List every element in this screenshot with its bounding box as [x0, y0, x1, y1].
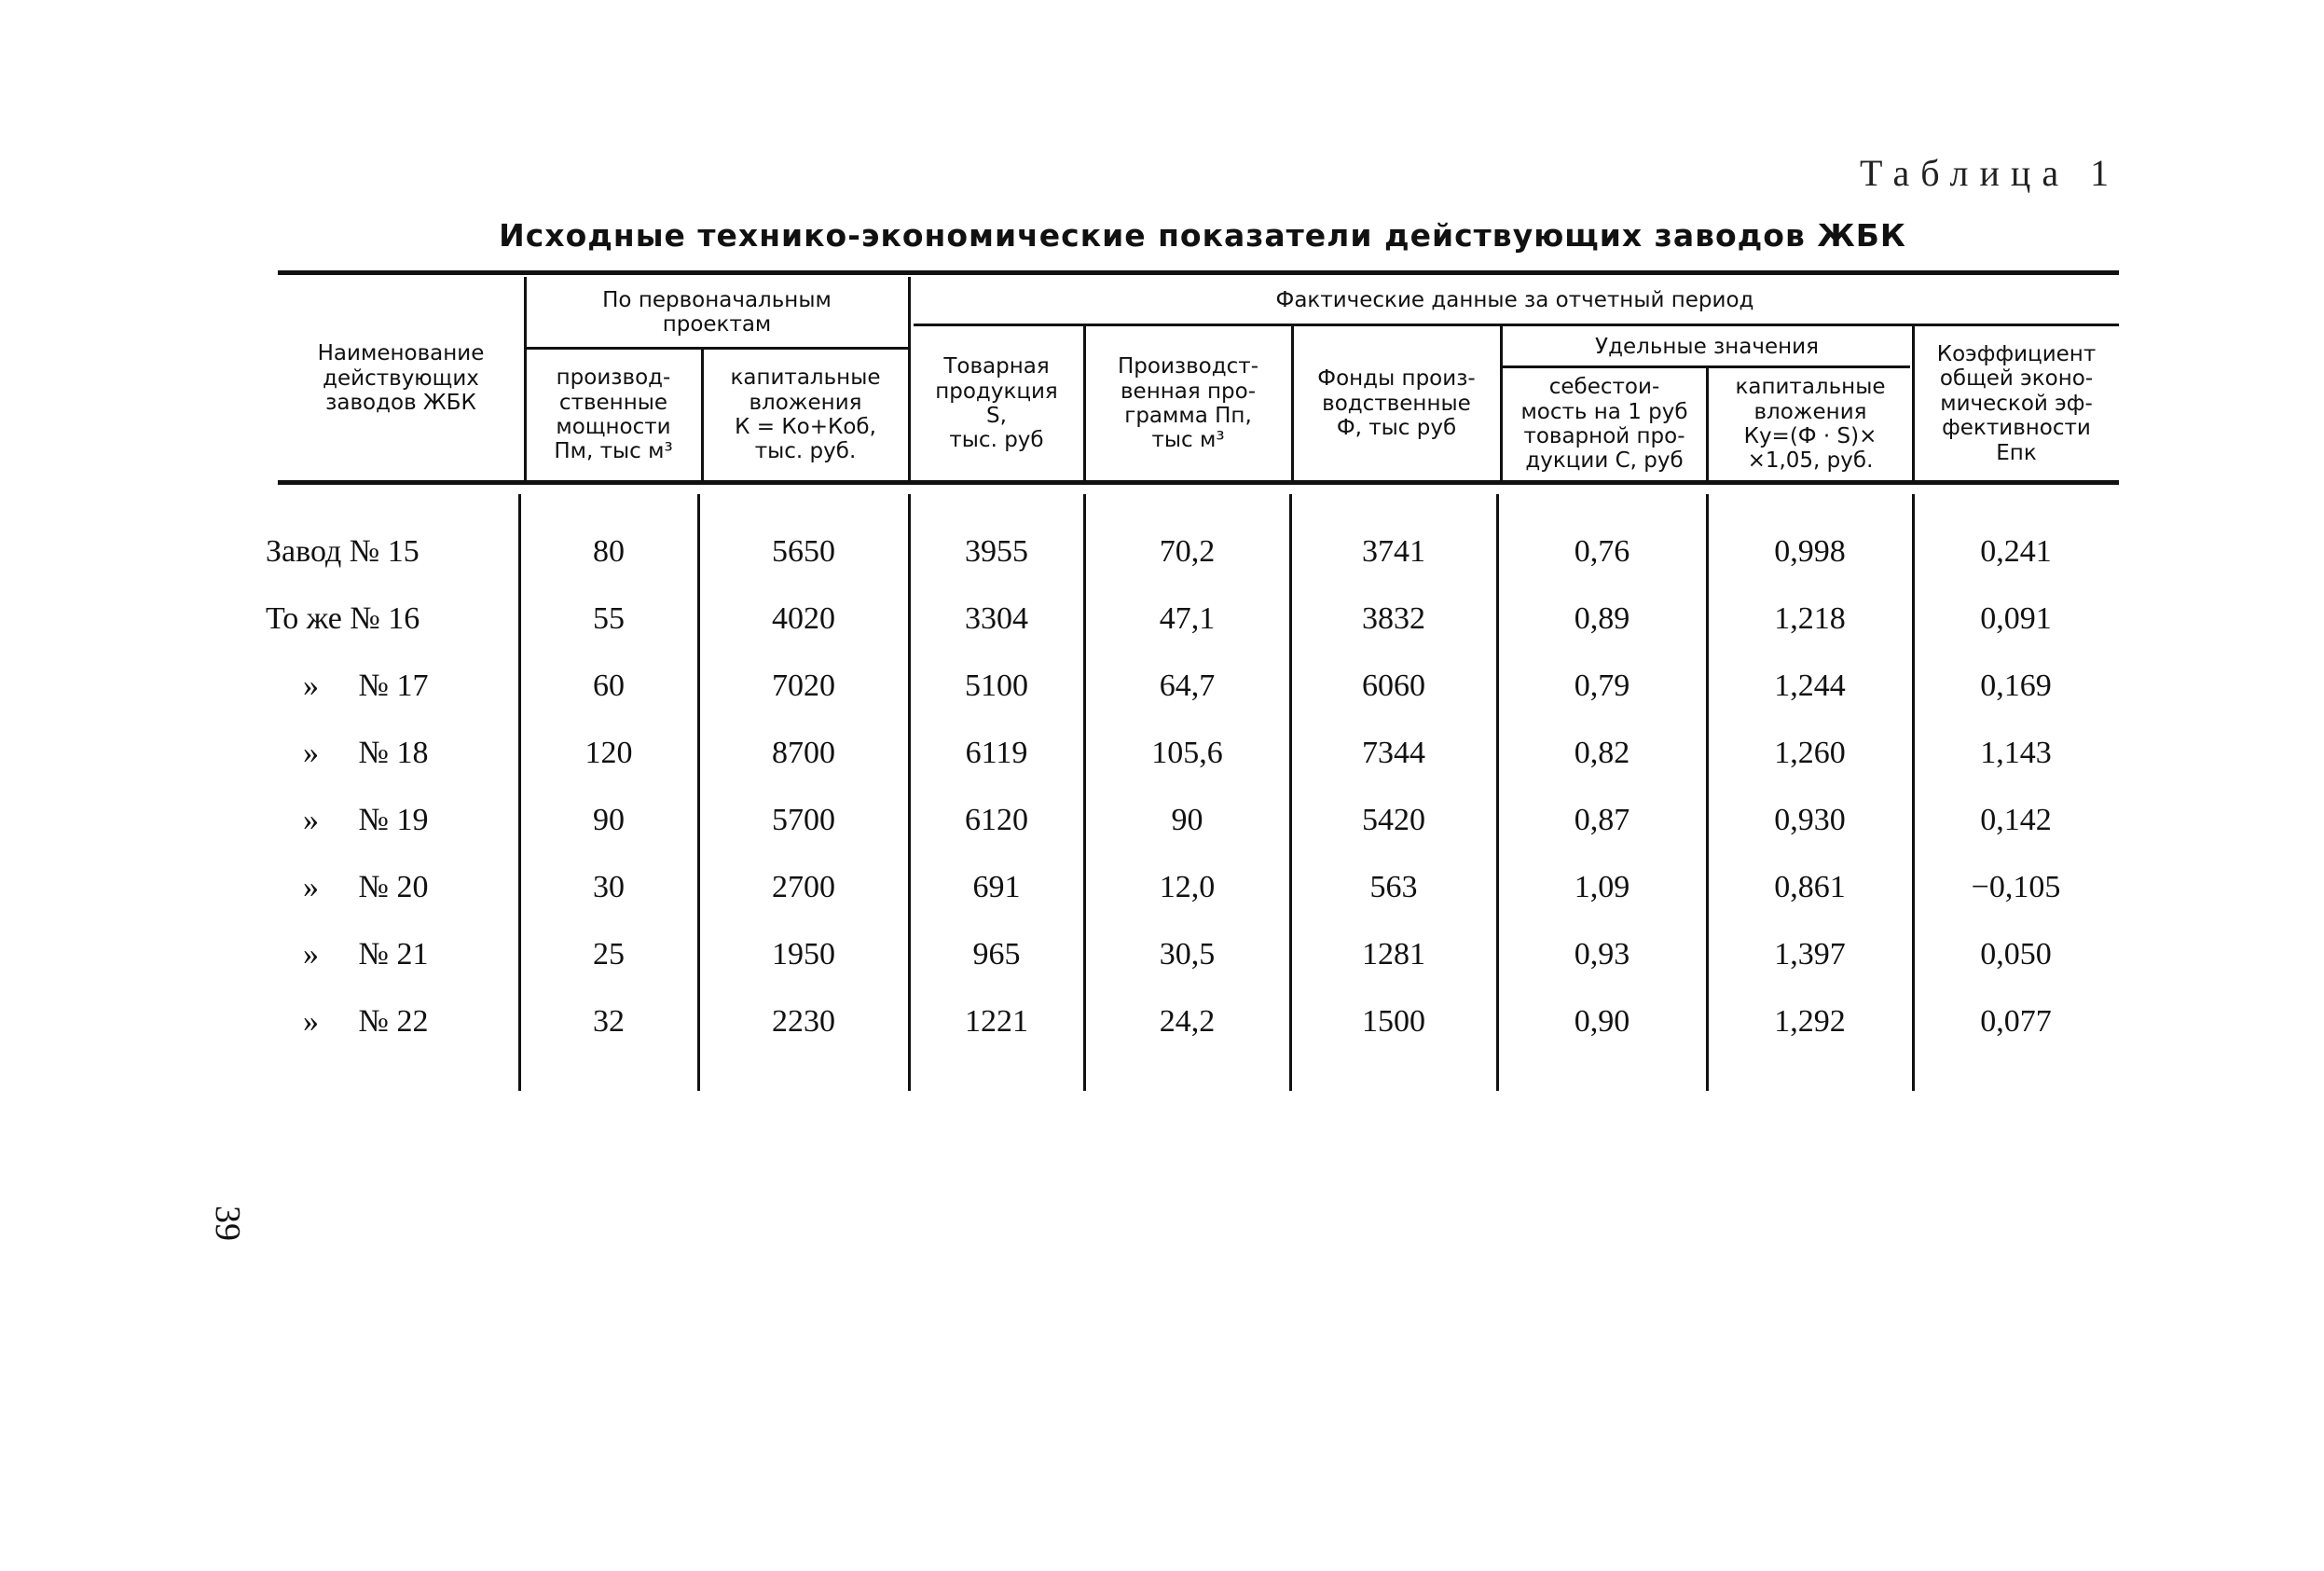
design-group-rule: [527, 347, 909, 350]
body-divider: [908, 494, 911, 1091]
body-divider: [1496, 494, 1499, 1091]
cell-investment: 5650: [772, 534, 835, 569]
cell-investment: 7020: [772, 668, 835, 703]
header-efficiency: Коэффициент общей эконо- мической эф- фективности Епк: [1936, 341, 2097, 465]
cell-program: 24,2: [1159, 1004, 1216, 1039]
header-specific-investment: капитальные вложения Ку=(Ф · S)× ×1,05, руб.: [1735, 375, 1886, 474]
cell-eff: 0,169: [1980, 668, 2052, 703]
cell-spec-inv: 0,998: [1774, 534, 1846, 569]
header-divider: [1083, 326, 1086, 480]
cell-spec-inv: 1,397: [1774, 937, 1846, 972]
header-divider: [1291, 326, 1294, 480]
cell-output: 6119: [965, 736, 1028, 770]
body-divider: [1912, 494, 1915, 1091]
header-actual-group: Фактические данные за отчетный период: [1275, 288, 1754, 313]
cell-funds: 6060: [1362, 668, 1425, 703]
cell-cost: 0,89: [1574, 601, 1630, 636]
cell-eff: 1,143: [1980, 736, 2052, 770]
cell-investment: 4020: [772, 601, 835, 636]
cell-spec-inv: 1,218: [1774, 601, 1846, 636]
cell-investment: 2700: [772, 870, 835, 904]
cell-funds: 7344: [1362, 736, 1425, 770]
cell-spec-inv: 1,244: [1774, 668, 1846, 703]
cell-cost: 0,87: [1574, 803, 1630, 837]
header-design-investment: капитальные вложения К = Ко+Коб, тыс. руб.: [730, 365, 881, 464]
header-production-funds: Фонды произ- водственные Ф, тыс руб: [1317, 366, 1476, 441]
table-label: Таблица 1: [1860, 152, 2121, 194]
actual-group-rule: [914, 324, 2119, 326]
cell-eff: 0,241: [1980, 534, 2052, 569]
cell-funds: 1281: [1362, 937, 1425, 972]
cell-investment: 2230: [772, 1004, 835, 1039]
page-number: 39: [208, 1206, 247, 1241]
cell-investment: 8700: [772, 736, 835, 770]
header-divider: [1706, 368, 1709, 480]
cell-cost: 0,93: [1574, 937, 1630, 972]
header-divider: [1912, 326, 1915, 480]
header-bottom-rule: [278, 480, 2119, 485]
body-divider: [1083, 494, 1086, 1091]
body-divider: [518, 494, 521, 1091]
header-specific-group: Удельные значения: [1595, 334, 1819, 359]
row-name: » № 22: [303, 1004, 429, 1039]
cell-output: 1221: [965, 1004, 1028, 1039]
row-name: То же № 16: [266, 601, 420, 636]
cell-program: 30,5: [1159, 937, 1216, 972]
header-design-group: По первоначальным проектам: [602, 287, 832, 337]
cell-funds: 1500: [1362, 1004, 1425, 1039]
header-divider: [1500, 326, 1503, 480]
cell-program: 64,7: [1159, 668, 1216, 703]
cell-eff: 0,091: [1980, 601, 2052, 636]
cell-capacity: 120: [584, 736, 633, 770]
cell-output: 3955: [965, 534, 1028, 569]
cell-eff: 0,142: [1980, 803, 2052, 837]
cell-cost: 1,09: [1574, 870, 1630, 904]
cell-output: 5100: [965, 668, 1028, 703]
row-name: » № 17: [303, 668, 429, 703]
body-divider: [697, 494, 700, 1091]
cell-funds: 3832: [1362, 601, 1425, 636]
cell-program: 90: [1171, 803, 1203, 837]
cell-output: 3304: [965, 601, 1028, 636]
header-design-capacity: производ- ственные мощности Пм, тыс м³: [554, 365, 673, 464]
cell-program: 105,6: [1151, 736, 1223, 770]
body-divider: [1706, 494, 1709, 1091]
cell-capacity: 30: [593, 870, 625, 904]
cell-capacity: 55: [593, 601, 625, 636]
header-commodity-output: Товарная продукция S, тыс. руб: [935, 354, 1058, 453]
row-name: Завод № 15: [266, 534, 419, 569]
cell-spec-inv: 1,292: [1774, 1004, 1846, 1039]
row-name: » № 20: [303, 870, 429, 904]
cell-program: 12,0: [1159, 870, 1216, 904]
cell-output: 691: [972, 870, 1021, 904]
cell-funds: 563: [1369, 870, 1418, 904]
cell-cost: 0,82: [1574, 736, 1630, 770]
cell-funds: 5420: [1362, 803, 1425, 837]
header-unit-cost: себестои- мость на 1 руб товарной про- дукции С, руб: [1520, 375, 1688, 474]
row-name: » № 19: [303, 803, 429, 837]
row-name: » № 18: [303, 736, 429, 770]
cell-spec-inv: 0,861: [1774, 870, 1846, 904]
cell-eff: 0,077: [1980, 1004, 2052, 1039]
cell-eff: −0,105: [1971, 870, 2061, 904]
cell-capacity: 32: [593, 1004, 625, 1039]
top-rule: [278, 270, 2119, 275]
cell-capacity: 25: [593, 937, 625, 972]
cell-eff: 0,050: [1980, 937, 2052, 972]
cell-cost: 0,76: [1574, 534, 1630, 569]
cell-capacity: 60: [593, 668, 625, 703]
row-name: » № 21: [303, 937, 429, 972]
cell-capacity: 90: [593, 803, 625, 837]
cell-funds: 3741: [1362, 534, 1425, 569]
cell-output: 965: [972, 937, 1021, 972]
table-title: Исходные технико-экономические показатели действующих заводов ЖБК: [499, 217, 1906, 254]
header-production-program: Производст- венная про- грамма Пп, тыс м³: [1117, 354, 1259, 453]
cell-spec-inv: 1,260: [1774, 736, 1846, 770]
cell-investment: 1950: [772, 937, 835, 972]
cell-cost: 0,79: [1574, 668, 1630, 703]
cell-cost: 0,90: [1574, 1004, 1630, 1039]
cell-capacity: 80: [593, 534, 625, 569]
header-divider: [908, 277, 911, 480]
cell-program: 70,2: [1159, 534, 1216, 569]
cell-program: 47,1: [1159, 601, 1216, 636]
body-divider: [1289, 494, 1292, 1091]
cell-spec-inv: 0,930: [1774, 803, 1846, 837]
header-name: Наименование действующих заводов ЖБК: [317, 341, 485, 416]
cell-output: 6120: [965, 803, 1028, 837]
cell-investment: 5700: [772, 803, 835, 837]
